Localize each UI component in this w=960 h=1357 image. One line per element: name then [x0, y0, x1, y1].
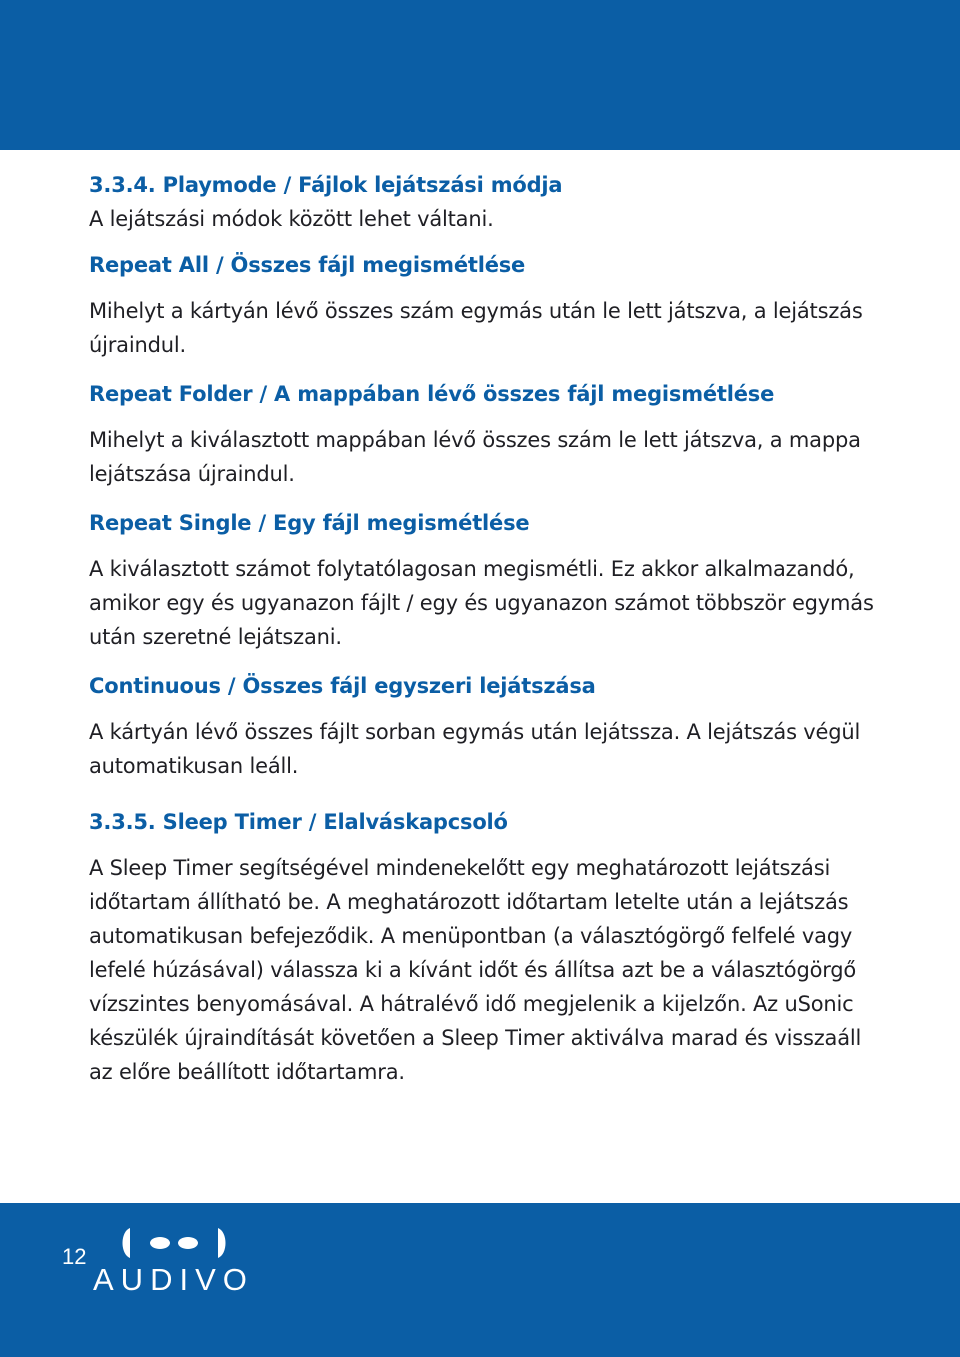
audivo-logo-text: AUDIVO — [93, 1262, 254, 1297]
section-heading-playmode: 3.3.4. Playmode / Fájlok lejátszási módja — [89, 173, 563, 197]
mode-text-line: automatikusan leáll. — [89, 754, 299, 778]
mode-text-line: amikor egy és ugyanazon fájlt / egy és ugyanazon számot többször egymás — [89, 591, 874, 615]
sleep-text-line: az előre beállított időtartamra. — [89, 1060, 405, 1084]
sleep-text-line: vízszintes benyomásával. A hátralévő idő megjelenik a kijelzőn. Az uSonic — [89, 992, 854, 1016]
mode-text-line: lejátszása újraindul. — [89, 462, 295, 486]
sleep-text-line: lefelé húzásával) válassza ki a kívánt időt és állítsa azt be a választógörgő — [89, 958, 857, 982]
mode-text-line: újraindul. — [89, 333, 186, 357]
sleep-text-line: automatikusan befejeződik. A menüpontban (a választógörgő felfelé vagy — [89, 924, 853, 948]
page-number: 12 — [62, 1244, 87, 1269]
mode-heading-repeat-single: Repeat Single / Egy fájl megismétlése — [89, 511, 530, 535]
sleep-text-line: készülék újraindítását követően a Sleep Timer aktiválva marad és visszaáll — [89, 1026, 862, 1050]
mode-text-line: A kiválasztott számot folytatólagosan megismétli. Ez akkor alkalmazandó, — [89, 557, 855, 581]
sleep-text-line: A Sleep Timer segítségével mindenekelőtt egy meghatározott lejátszási — [89, 856, 831, 880]
audivo-logo-icon — [118, 1226, 230, 1260]
header-band — [0, 0, 960, 150]
section-heading-sleep-timer: 3.3.5. Sleep Timer / Elalváskapcsoló — [89, 810, 508, 834]
mode-heading-continuous: Continuous / Összes fájl egyszeri lejátszása — [89, 674, 596, 698]
mode-text-line: Mihelyt a kiválasztott mappában lévő összes szám le lett játszva, a mappa — [89, 428, 861, 452]
sleep-text-line: időtartam állítható be. A meghatározott időtartam letelte után a lejátszás — [89, 890, 849, 914]
mode-text-line: után szeretné lejátszani. — [89, 625, 342, 649]
page-content — [89, 168, 885, 1089]
mode-text-line: Mihelyt a kártyán lévő összes szám egymás után le lett játszva, a lejátszás — [89, 299, 863, 323]
section-intro: A lejátszási módok között lehet váltani. — [89, 207, 494, 231]
mode-heading-repeat-folder: Repeat Folder / A mappában lévő összes fájl megismétlése — [89, 382, 775, 406]
mode-text-line: A kártyán lévő összes fájlt sorban egymás után lejátssza. A lejátszás végül — [89, 720, 861, 744]
mode-heading-repeat-all: Repeat All / Összes fájl megismétlése — [89, 253, 526, 277]
